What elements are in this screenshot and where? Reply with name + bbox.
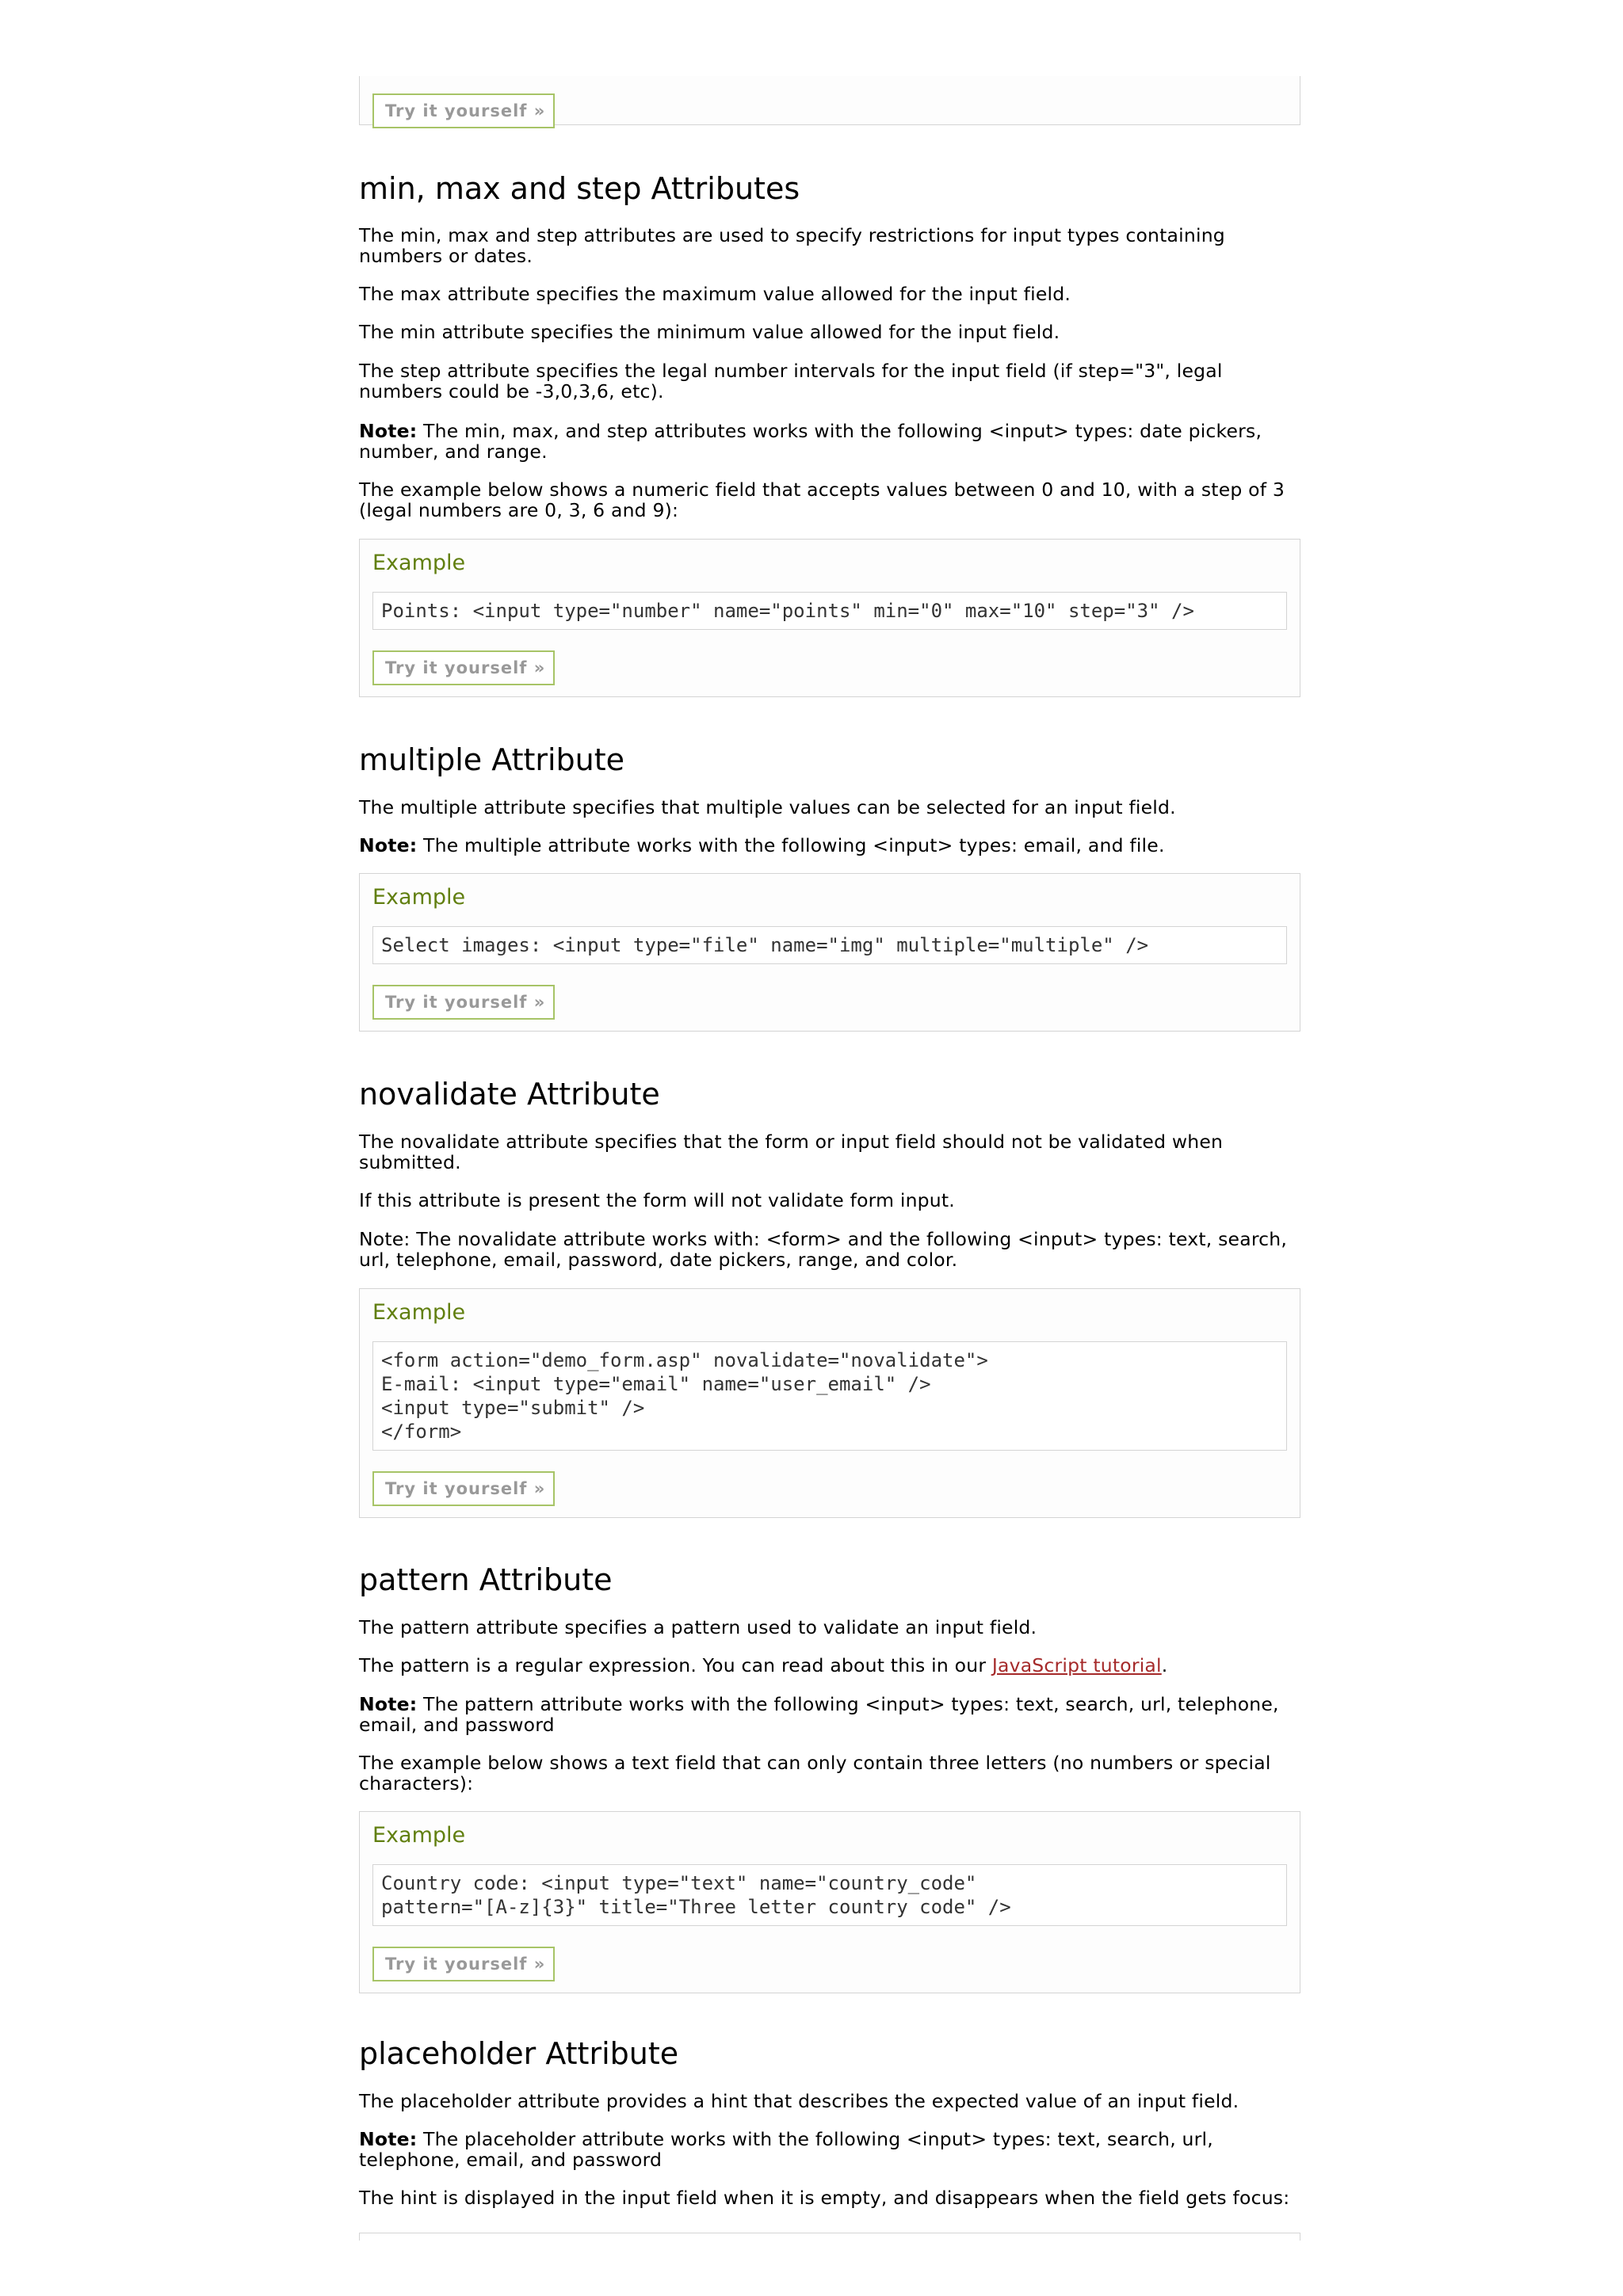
try-it-yourself-button[interactable]: Try it yourself » bbox=[372, 650, 555, 685]
try-it-yourself-button[interactable]: Try it yourself » bbox=[372, 1471, 555, 1506]
note-label: Note: bbox=[359, 1693, 418, 1715]
note-text: The placeholder attribute works with the following <input> types: text, search, url, telephone, email, and password bbox=[359, 2128, 1213, 2171]
example-box bbox=[359, 1288, 1300, 1518]
paragraph-text: . bbox=[1161, 1654, 1168, 1676]
paragraph: The example below shows a numeric field that accepts values between 0 and 10, with a step of 3 (legal numbers are 0, 3, 6 and 9): bbox=[359, 479, 1285, 521]
note-text: The pattern attribute works with the following <input> types: text, search, url, telephone, email, and password bbox=[359, 1693, 1279, 1736]
section-title-multiple: multiple Attribute bbox=[359, 742, 625, 777]
example-title: Example bbox=[372, 1823, 466, 1848]
example-title: Example bbox=[372, 1300, 466, 1325]
code-block: Select images: <input type="file" name="img" multiple="multiple" /> bbox=[372, 926, 1287, 964]
paragraph: The novalidate attribute specifies that the form or input field should not be validated when submitted. bbox=[359, 1131, 1224, 1173]
paragraph: The placeholder attribute provides a hint that describes the expected value of an input field. bbox=[359, 2090, 1239, 2112]
example-box bbox=[359, 539, 1300, 697]
example-title: Example bbox=[372, 551, 466, 575]
paragraph: The step attribute specifies the legal number intervals for the input field (if step="3", legal numbers could be -3,0,3,6, etc). bbox=[359, 360, 1223, 402]
example-box-partial bbox=[359, 76, 1300, 125]
example-box-partial bbox=[359, 2233, 1300, 2241]
example-box bbox=[359, 1811, 1300, 1993]
code-block: <form action="demo_form.asp" novalidate="novalidate"> E-mail: <input type="email" name="user_email" /> <input type="submit" /> </form> bbox=[372, 1341, 1287, 1451]
javascript-tutorial-link[interactable]: JavaScript tutorial bbox=[991, 1654, 1162, 1676]
code-block: Country code: <input type="text" name="country_code" pattern="[A-z]{3}" title="Three letter country code" /> bbox=[372, 1864, 1287, 1926]
note-label: Note: bbox=[359, 420, 418, 442]
try-it-yourself-button[interactable]: Try it yourself » bbox=[372, 985, 555, 1020]
example-box bbox=[359, 873, 1300, 1032]
note-paragraph bbox=[359, 2129, 1302, 2170]
paragraph: The example below shows a text field that can only contain three letters (no numbers or special characters): bbox=[359, 1752, 1271, 1794]
paragraph bbox=[359, 1655, 1302, 1676]
note-paragraph bbox=[359, 421, 1302, 462]
section-title-placeholder: placeholder Attribute bbox=[359, 2036, 679, 2071]
note-paragraph bbox=[359, 835, 1302, 856]
note-label: Note: bbox=[359, 834, 418, 856]
paragraph: The min attribute specifies the minimum value allowed for the input field. bbox=[359, 321, 1060, 343]
example-title: Example bbox=[372, 885, 466, 910]
note-text: The multiple attribute works with the following <input> types: email, and file. bbox=[417, 834, 1165, 856]
paragraph: The max attribute specifies the maximum value allowed for the input field. bbox=[359, 283, 1071, 305]
paragraph: The multiple attribute specifies that multiple values can be selected for an input field. bbox=[359, 796, 1176, 818]
code-block: Points: <input type="number" name="points" min="0" max="10" step="3" /> bbox=[372, 592, 1287, 630]
paragraph: Note: The novalidate attribute works with: <form> and the following <input> types: text, search, url, telephone, email, password, date pickers, range, and color. bbox=[359, 1228, 1288, 1271]
section-title-pattern: pattern Attribute bbox=[359, 1562, 613, 1597]
paragraph-text: The pattern is a regular expression. You can read about this in our bbox=[359, 1654, 992, 1676]
paragraph: The hint is displayed in the input field when it is empty, and disappears when the field gets focus: bbox=[359, 2187, 1290, 2209]
try-it-yourself-button[interactable]: Try it yourself » bbox=[372, 93, 555, 128]
section-title-min-max-step: min, max and step Attributes bbox=[359, 171, 800, 206]
note-label: Note: bbox=[359, 2128, 418, 2150]
note-text: The min, max, and step attributes works with the following <input> types: date pickers, number, and range. bbox=[359, 420, 1262, 463]
try-it-yourself-button[interactable]: Try it yourself » bbox=[372, 1947, 555, 1981]
note-paragraph bbox=[359, 1694, 1302, 1735]
section-title-novalidate: novalidate Attribute bbox=[359, 1077, 660, 1112]
paragraph: The pattern attribute specifies a pattern used to validate an input field. bbox=[359, 1616, 1037, 1638]
paragraph: If this attribute is present the form will not validate form input. bbox=[359, 1189, 955, 1211]
paragraph: The min, max and step attributes are used to specify restrictions for input types containing numbers or dates. bbox=[359, 224, 1225, 267]
